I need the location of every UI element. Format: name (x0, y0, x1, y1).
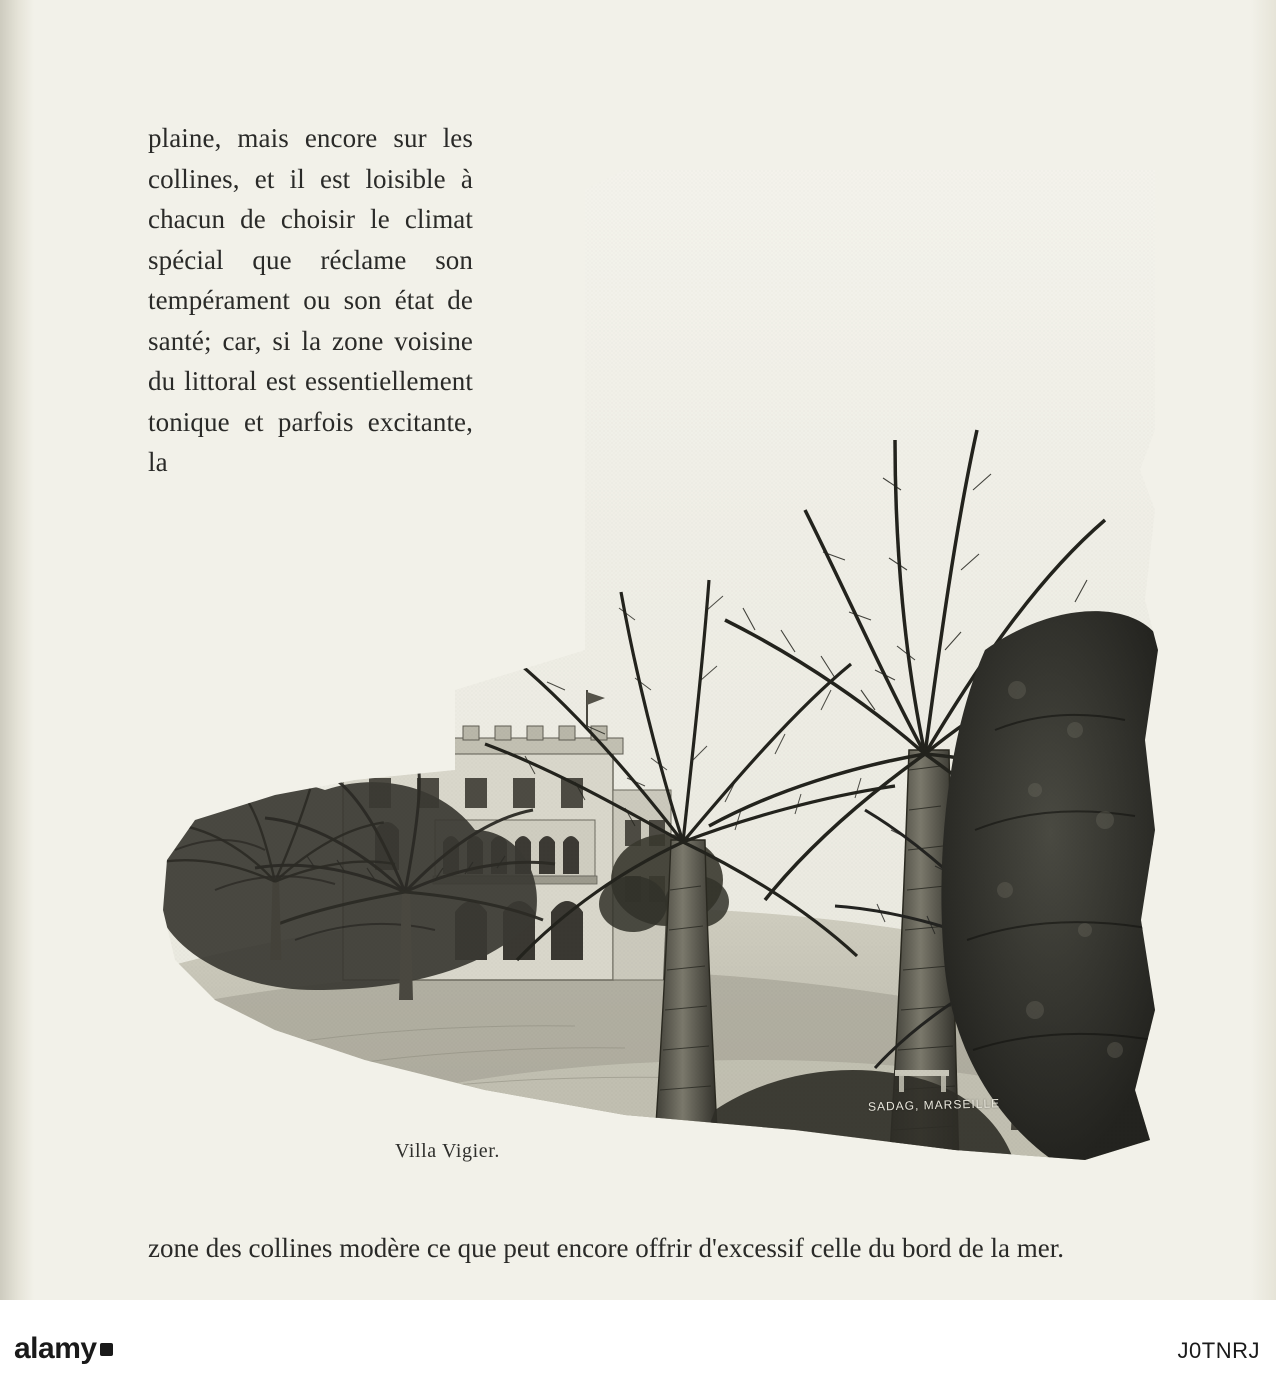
page-gutter-shadow (0, 0, 34, 1300)
stock-footer-bar (0, 1300, 1276, 1391)
paragraph-left-column: plaine, mais encore sur les collines, et il est loisible à chacun de choisir le climat spécial que réclame son tempérament ou son état de santé; car, si la zone voisine du littoral est essentiellement tonique et parfois excitante, la (148, 123, 473, 477)
engraver-signature: SADAG, MARSEILLE (867, 1096, 1001, 1114)
body-text-bottom (148, 1228, 1158, 1269)
alamy-watermark-logo (14, 1332, 113, 1366)
image-id-label: J0TNRJ (1177, 1338, 1260, 1363)
page-right-edge (1250, 0, 1276, 1300)
alamy-wordmark: alamy (14, 1332, 97, 1365)
alamy-logo-square (100, 1343, 113, 1356)
illustration-caption: Villa Vigier. (395, 1140, 501, 1162)
paragraph-bottom: zone des collines modère ce que peut encore offrir d'excessif celle du bord de la mer. (148, 1233, 1064, 1263)
illustration-villa-vigier (155, 130, 1160, 1170)
